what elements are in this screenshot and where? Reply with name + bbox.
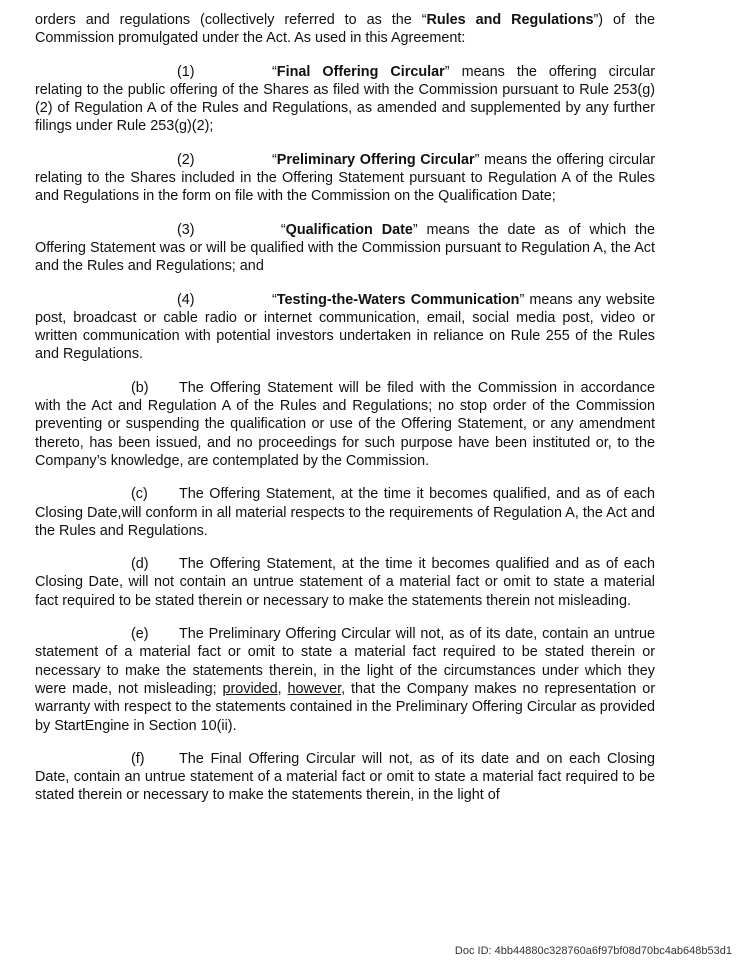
intro-text-a: orders and regulations (collectively referred to as the “ <box>35 12 427 28</box>
definition-text: ” means the offering circular relating to the Shares included in the Offering Statement pursuant to Regulation A of the Rules and Regulations in the form on file with the Commission on the Qualification Date; <box>35 151 655 205</box>
clause-b <box>35 379 655 470</box>
definition-preliminary-offering-circular <box>35 151 655 206</box>
definition-text: ” means the date as of which the Offering Statement was or will be qualified with the Commission pursuant to Regulation A, the Act and the Rules and Regulations; and <box>35 221 655 275</box>
clause-text-continued: that the Company makes no representation or warranty with respect to the statements contained in the Preliminary Offering Circular as provided by StartEngine in Section 10(ii). <box>35 680 655 734</box>
defined-term: Preliminary Offering Circular <box>276 151 475 168</box>
clause-number: (f) <box>131 750 145 767</box>
clause-number: (d) <box>131 556 149 573</box>
doc-id: Doc ID: 4bb44880c328760a6f97bf08d70bc4ab648b53d1 <box>454 945 732 957</box>
separator: , <box>277 680 288 697</box>
defined-term: Qualification Date <box>285 221 413 238</box>
clause-number: (c) <box>131 486 148 503</box>
clause-text: The Offering Statement, at the time it becomes qualified, and as of each Closing Date,will conform in all material respects to the requirements of Regulation A, the Act and the Rules and Regulations. <box>35 486 655 539</box>
definition-number: (2) <box>177 151 195 168</box>
intro-paragraph <box>35 11 655 48</box>
clause-e <box>35 625 655 735</box>
clause-text: The Preliminary Offering Circular will not, as of its date, contain an untrue statement of a material fact or omit to state a material fact required to be stated therein or necessary to make the statements therein, in the light of the circumstances under which they were made, not misleading; <box>35 626 655 697</box>
definition-number: (4) <box>177 291 195 308</box>
quote-open: “ <box>272 63 277 80</box>
clause-text: The Offering Statement, at the time it becomes qualified and as of each Closing Date, will not contain an untrue statement of a material fact or omit to state a material fact required to be stated therein or necessary to make the statements therein not misleading. <box>35 556 655 609</box>
defined-term: Testing-the-Waters Communication <box>276 291 520 308</box>
clause-d <box>35 555 655 610</box>
clause-number: (e) <box>131 626 149 643</box>
clause-f <box>35 750 655 805</box>
quote-open: “ <box>272 151 277 168</box>
definition-number: (1) <box>177 63 195 80</box>
provided-underlined: provided <box>222 680 278 697</box>
clause-number: (b) <box>131 379 149 396</box>
definition-text: ” means any website post, broadcast or cable radio or internet communication, email, social media post, video or written communication with potential investors undertaken in reliance on Rule 255 of the Rules and Regulations. <box>35 291 656 363</box>
clause-text: The Offering Statement will be filed with the Commission in accordance with the Act and Regulation A of the Rules and Regulations; no stop order of the Commission preventing or suspending the qualification or use of the Offering Statement, or any amendment thereto, has been issued, and no proceedings for such purpose have been instituted or, to the Company’s knowledge, are contemplated by the Commission. <box>35 379 655 469</box>
clause-text: The Final Offering Circular will not, as of its date and on each Closing Date, contain an untrue statement of a material fact or omit to state a material fact required to be stated therein or necessary to make the statements therein, in the light of <box>35 750 655 804</box>
rules-and-regulations-term: Rules and Regulations <box>426 12 594 28</box>
intro-text-c: ”) of the Commission promulgated under the Act. As used in this Agreement: <box>35 12 655 47</box>
definition-number: (3) <box>177 221 195 238</box>
definition-qualification-date <box>35 221 655 276</box>
quote-open: “ <box>272 291 277 308</box>
quote-open: “ <box>272 221 286 238</box>
definition-final-offering-circular <box>35 63 655 136</box>
document-page <box>35 11 655 805</box>
however-underlined: however, <box>287 680 346 697</box>
definition-text: ” means the offering circular relating to the public offering of the Shares as filed with the Commission pursuant to Rule 253(g)(2) of Regulation A of the Rules and Regulations, as amended and supplemented by any further filings under Rule 253(g)(2); <box>35 63 655 135</box>
defined-term: Final Offering Circular <box>276 63 445 80</box>
definition-testing-the-waters <box>35 291 655 364</box>
clause-c <box>35 485 655 540</box>
